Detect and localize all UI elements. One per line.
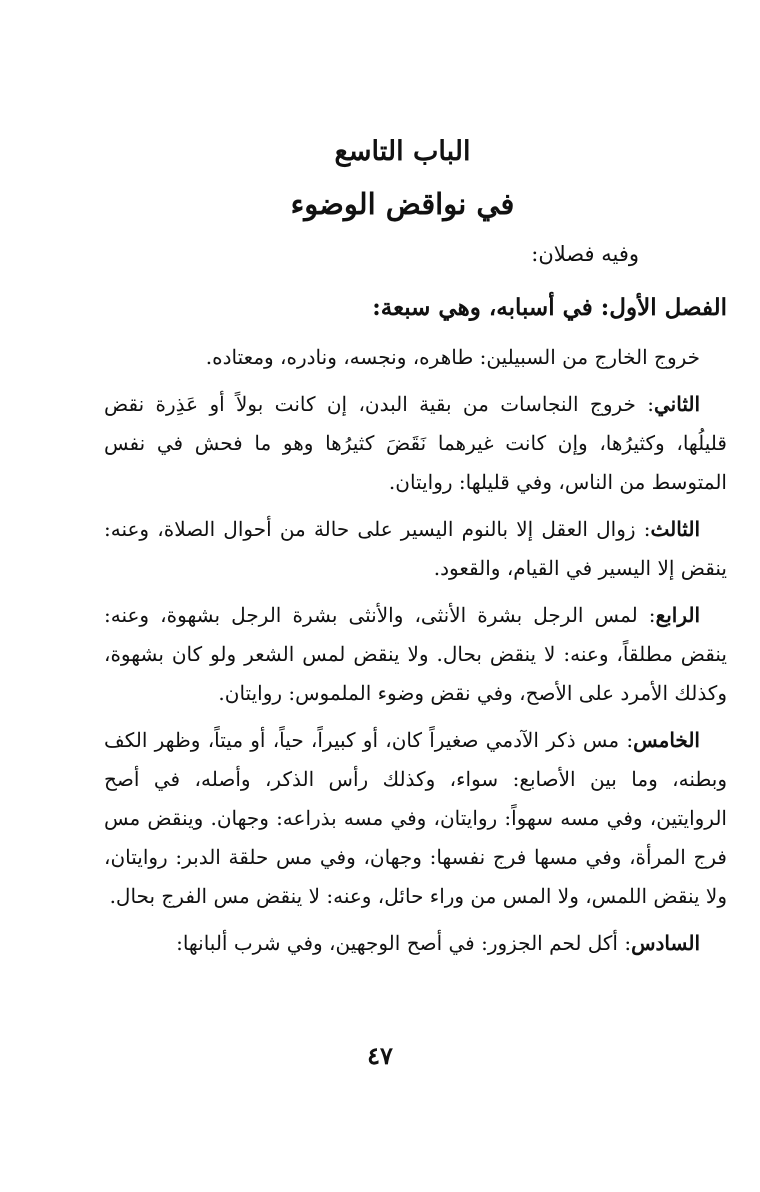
paragraph-lead: الثالث xyxy=(650,517,700,541)
paragraph-text: : مس ذكر الآدمي صغيراً كان، أو كبيراً، حياً، أو ميتاً، وظهر الكف وبطنه، وما بين الأصابع: سواء، وكذلك رأس الذكر، وأصله، في أصح الروايتين، وفي مسه سهواً: روايتان، وفي مسه بذراعه: وجهان. وينقض مس فرج المرأة، وفي مسها فرج نفسها: وجهان، وفي مس حلقة الدبر: روايتان، ولا ينقض اللمس، ولا المس من وراء حائل، وعنه: لا ينقض مس الفرج بحال. xyxy=(104,728,727,908)
section-heading: الفصل الأول: في أسبابه، وهي سبعة: xyxy=(372,294,727,321)
paragraph-lead: السادس xyxy=(631,931,700,955)
page-number: ٤٧ xyxy=(367,1041,393,1070)
paragraph-lead: الخامس xyxy=(633,728,700,752)
chapter-subtitle: في نواقض الوضوء xyxy=(290,187,515,221)
paragraph-5 xyxy=(104,721,727,916)
paragraph-2 xyxy=(104,385,727,502)
paragraph-text: : لمس الرجل بشرة الأنثى، والأنثى بشرة الرجل بشهوة، وعنه: ينقض مطلقاً، وعنه: لا ينقض بحال. ولا ينقض لمس الشعر ولو كان بشهوة، وكذلك الأمرد على الأصح، وفي نقض وضوء الملموس: روايتان. xyxy=(104,603,727,705)
paragraph-1 xyxy=(104,338,727,377)
text-block xyxy=(104,126,727,971)
paragraph-text: : أكل لحم الجزور: في أصح الوجهين، وفي شرب ألبانها: xyxy=(176,931,632,955)
paragraph-3 xyxy=(104,510,727,588)
paragraph-text: خروج الخارج من السبيلين: طاهره، ونجسه، ونادره، ومعتاده. xyxy=(205,345,700,369)
paragraph-text: : خروج النجاسات من بقية البدن، إن كانت بولاً أو عَذِرة نقض قليلُها، وكثيرُها، وإن كانت غيرهما نَقَضَ كثيرُها وهو ما فحش في نفس المتوسط من الناس، وفي قليلها: روايتان. xyxy=(104,392,727,494)
chapter-intro: وفيه فصلان: xyxy=(531,242,639,266)
paragraph-4 xyxy=(104,596,727,713)
paragraph-6 xyxy=(104,924,727,963)
chapter-title: الباب التاسع xyxy=(334,136,471,167)
paragraph-text: : زوال العقل إلا بالنوم اليسير على حالة من أحوال الصلاة، وعنه: ينقض إلا اليسير في القيام، والقعود. xyxy=(104,517,727,580)
paragraph-lead: الرابع xyxy=(655,603,701,627)
paragraph-lead: الثاني xyxy=(653,392,700,416)
